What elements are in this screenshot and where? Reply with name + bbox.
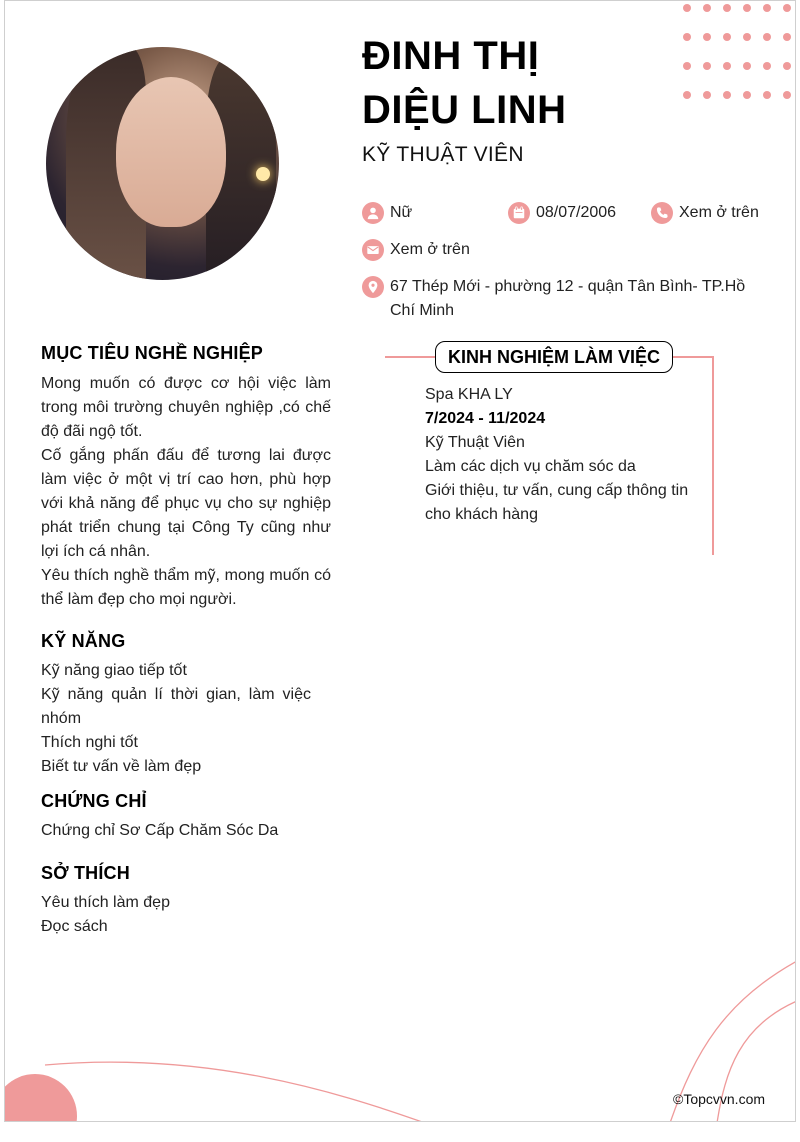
experience-divider-left xyxy=(385,356,435,358)
decorative-dot xyxy=(723,91,731,99)
profile-name-line-2: DIỆU LINH xyxy=(362,88,567,132)
decorative-dot xyxy=(743,62,751,70)
decorative-dot xyxy=(703,62,711,70)
decorative-dot xyxy=(683,91,691,99)
profile-name-line-1: ĐINH THỊ xyxy=(362,34,540,78)
decorative-dot xyxy=(783,33,791,41)
experience-duty: Làm các dịch vụ chăm sóc da xyxy=(425,458,636,475)
decorative-dot xyxy=(723,62,731,70)
hobby-item: Đọc sách xyxy=(41,918,108,935)
experience-divider-vertical xyxy=(712,356,714,555)
job-title: KỸ THUẬT VIÊN xyxy=(362,143,524,166)
decorative-dot xyxy=(703,91,711,99)
certificates-heading: CHỨNG CHỈ xyxy=(41,791,147,811)
decorative-dot xyxy=(683,4,691,12)
profile-name xyxy=(362,29,567,137)
decorative-dot xyxy=(683,62,691,70)
contact-email xyxy=(362,238,470,262)
address-value: 67 Thép Mới - phường 12 - quận Tân Bình- TP.Hồ Chí Minh xyxy=(390,278,746,319)
hobbies-heading: SỞ THÍCH xyxy=(41,863,130,883)
contact-address xyxy=(362,275,762,323)
skills-list xyxy=(41,659,311,779)
decorative-dot xyxy=(723,4,731,12)
footer-brand: ©Topcvvn.com xyxy=(673,1091,766,1107)
birthday-value: 08/07/2006 xyxy=(536,204,617,221)
decorative-dot xyxy=(763,62,771,70)
decorative-dot xyxy=(763,91,771,99)
phone-value: Xem ở trên xyxy=(679,204,759,221)
decorative-dot xyxy=(783,62,791,70)
hobby-item: Yêu thích làm đẹp xyxy=(41,894,170,911)
skill-item: Thích nghi tốt xyxy=(41,734,138,751)
decorative-dot xyxy=(743,4,751,12)
location-pin-icon xyxy=(362,276,384,298)
decorative-dot xyxy=(743,33,751,41)
avatar-background-light xyxy=(256,167,270,181)
avatar xyxy=(46,47,279,280)
decorative-dot xyxy=(763,33,771,41)
decorative-dot xyxy=(783,4,791,12)
experience-entry xyxy=(425,383,705,527)
decorative-dot xyxy=(683,33,691,41)
decorative-dot xyxy=(703,4,711,12)
objective-line: Cố gắng phấn đấu để tương lai được làm việc ở một vị trí cao hơn, phù hợp với khả năng để phục vụ cho sự nghiệp phát triển chung tại Công Ty cũng như lợi ích cá nhân. xyxy=(41,447,331,560)
cv-page xyxy=(4,0,796,1122)
experience-company: Spa KHA LY xyxy=(425,386,513,403)
objective-line: Mong muốn có được cơ hội việc làm trong môi trường chuyên nghiệp ,có chế độ đãi ngộ tốt. xyxy=(41,375,331,440)
skill-item: Biết tư vấn về làm đẹp xyxy=(41,758,202,775)
user-icon xyxy=(362,202,384,224)
certificates-list xyxy=(41,819,331,843)
decorative-dot xyxy=(703,33,711,41)
skill-item: Kỹ năng giao tiếp tốt xyxy=(41,662,187,679)
mail-icon xyxy=(362,239,384,261)
experience-position: Kỹ Thuật Viên xyxy=(425,434,525,451)
experience-period: 7/2024 - 11/2024 xyxy=(425,410,546,427)
gender-value: Nữ xyxy=(390,204,413,221)
contact-birthday xyxy=(508,201,616,225)
contact-phone xyxy=(651,201,759,225)
objective-line: Yêu thích nghề thẩm mỹ, mong muốn có thể làm đẹp cho mọi người. xyxy=(41,567,331,608)
experience-heading: KINH NGHIỆM LÀM VIỆC xyxy=(435,341,673,373)
certificate-item: Chứng chỉ Sơ Cấp Chăm Sóc Da xyxy=(41,822,279,839)
decorative-dot xyxy=(743,91,751,99)
decorative-dot xyxy=(723,33,731,41)
decorative-dot xyxy=(763,4,771,12)
email-value: Xem ở trên xyxy=(390,241,470,258)
skill-item: Kỹ năng quản lí thời gian, làm việc nhóm xyxy=(41,686,311,727)
objective-text xyxy=(41,372,331,612)
contact-gender xyxy=(362,201,412,225)
avatar-face xyxy=(116,77,226,227)
decorative-dot xyxy=(783,91,791,99)
experience-duty: Giới thiệu, tư vấn, cung cấp thông tin cho khách hàng xyxy=(425,482,689,523)
calendar-icon xyxy=(508,202,530,224)
phone-icon xyxy=(651,202,673,224)
skills-heading: KỸ NĂNG xyxy=(41,631,126,651)
objective-heading: MỤC TIÊU NGHỀ NGHIỆP xyxy=(41,343,264,363)
